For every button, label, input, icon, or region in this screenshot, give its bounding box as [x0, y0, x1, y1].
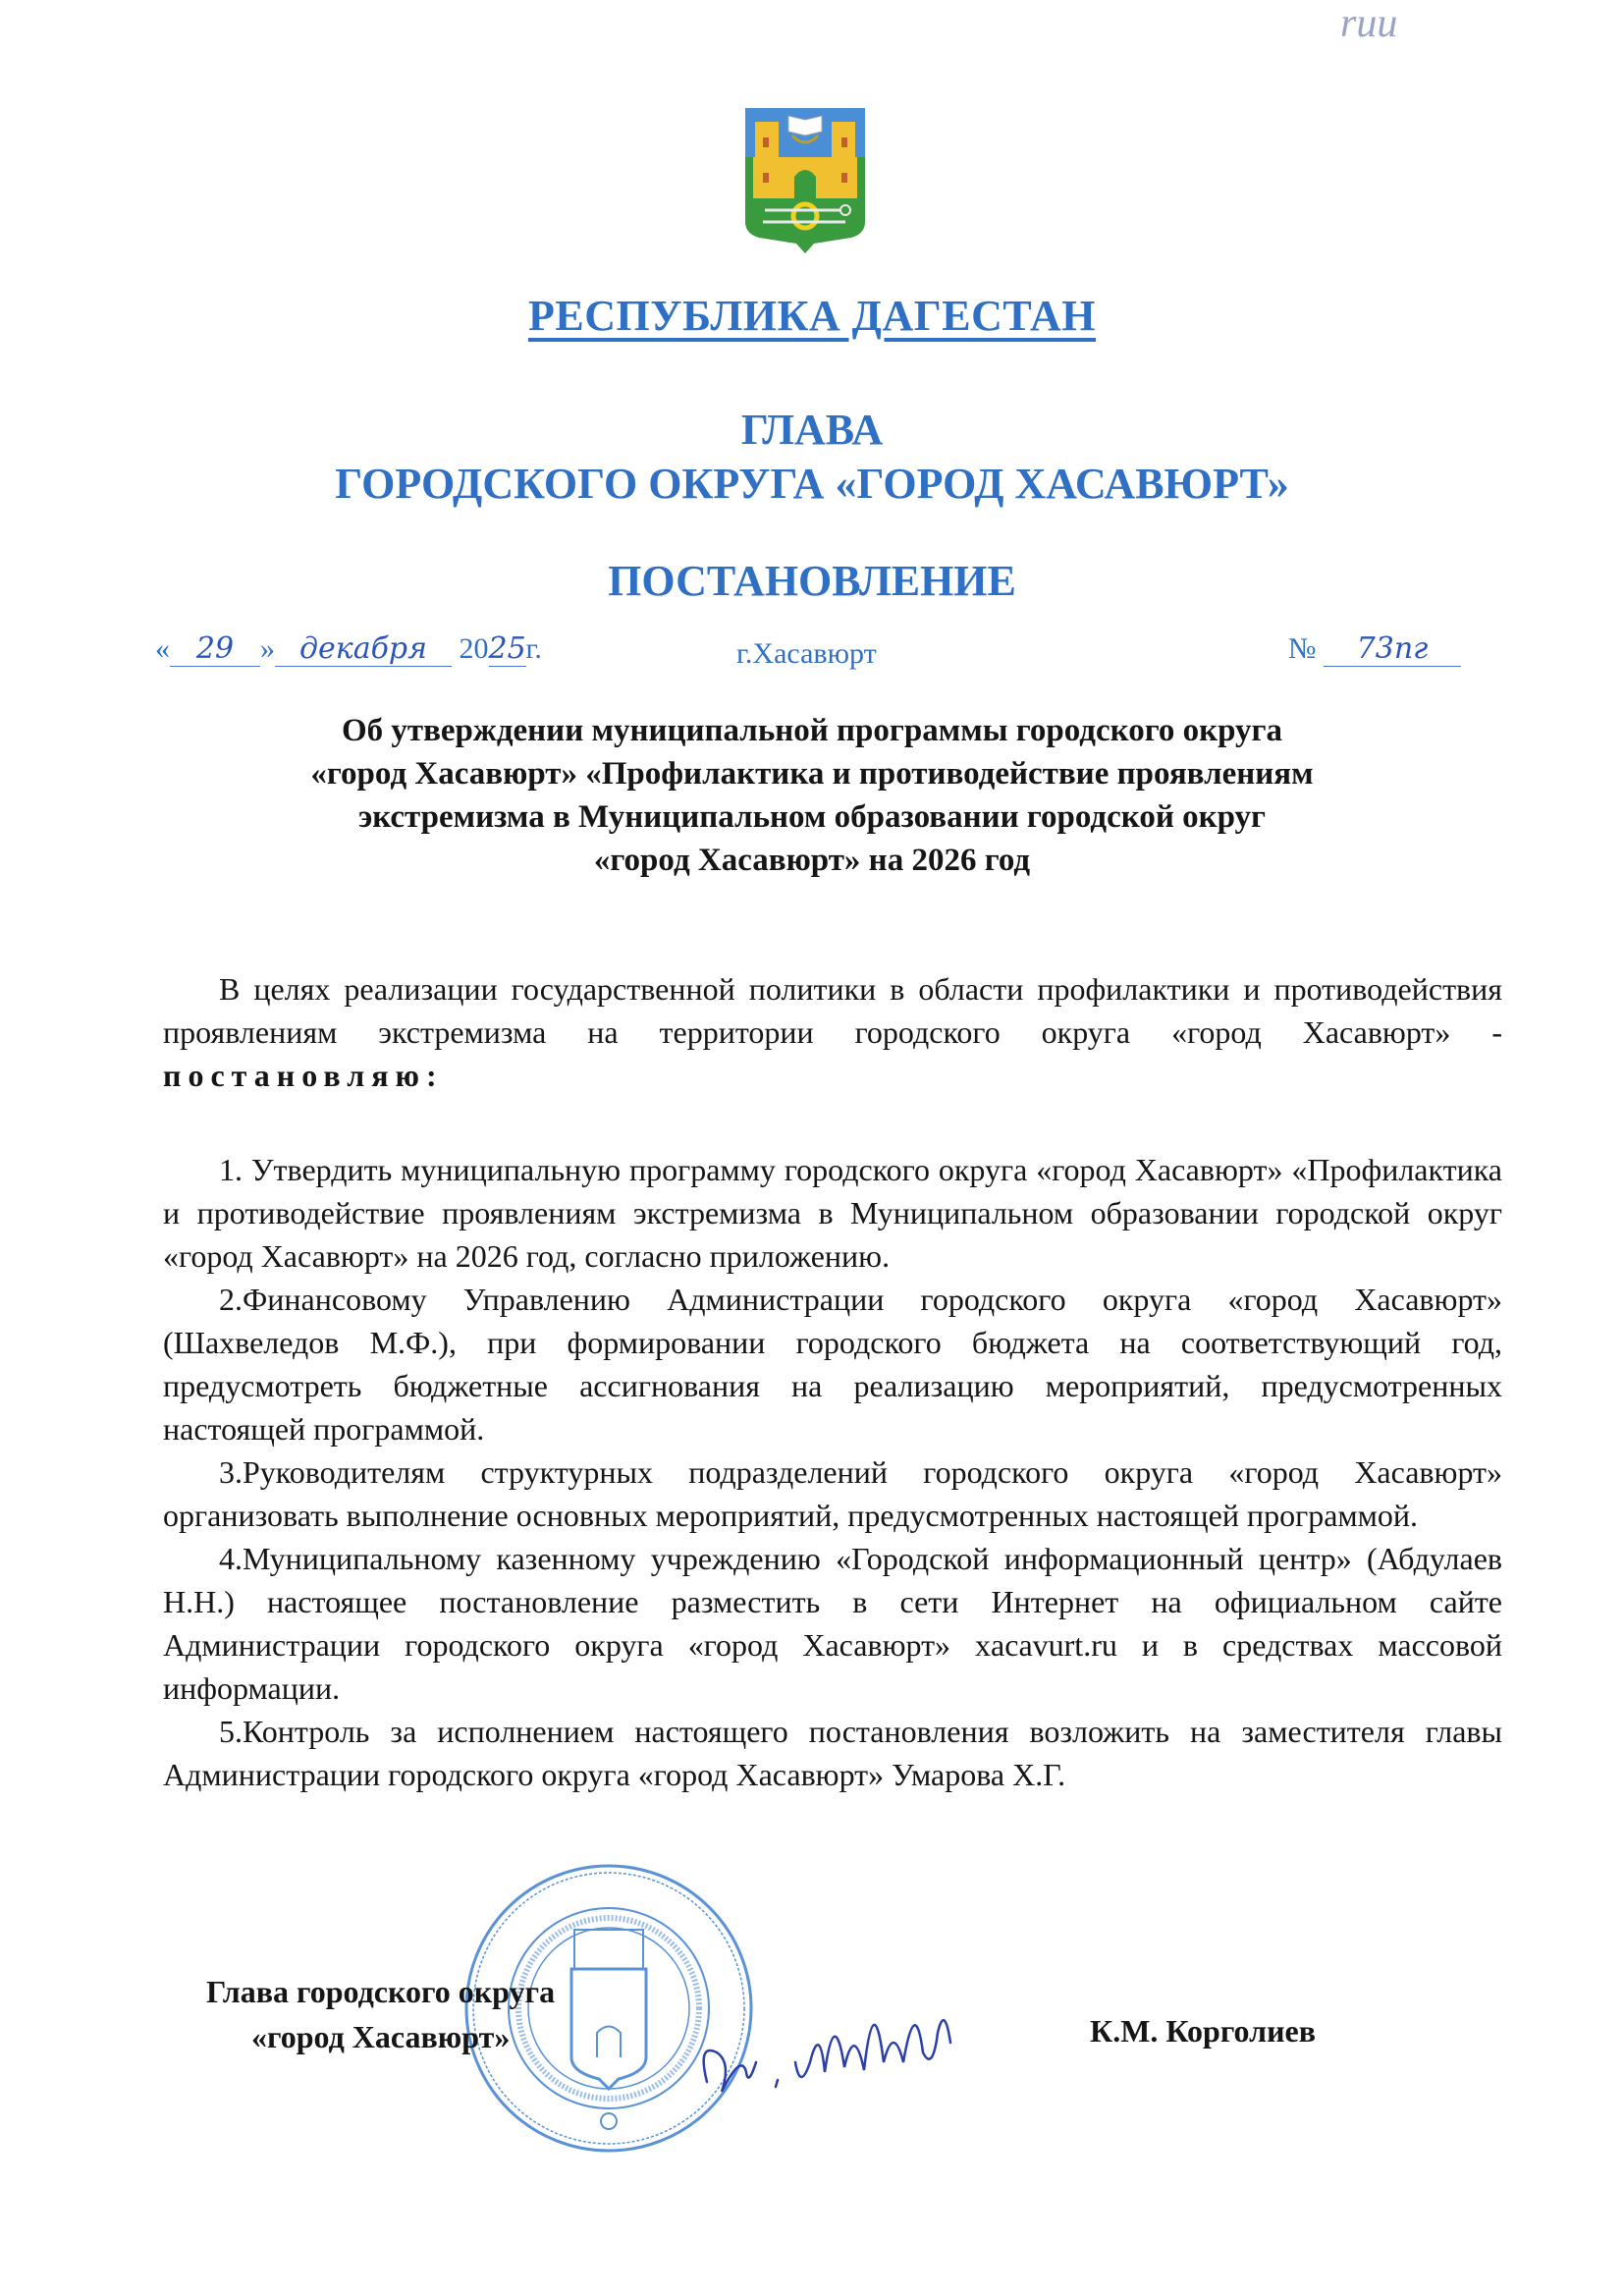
decree-item: 2.Финансовому Управлению Администрации городского округа «город Хасавюрт» (Шахвеледов М.Ф.), при формировании городского бюджета на соответствующий год, предусмотреть бюджетные ассигнования на реализацию мероприятий, предусмотренных настоящей программой.: [163, 1282, 1502, 1447]
signatory-position: [206, 1969, 555, 2059]
decree-word: постановляю:: [163, 1058, 444, 1093]
preamble: [163, 967, 1502, 1097]
handwritten-corner-mark: rиu: [1340, 1, 1398, 46]
decree-item: 5.Контроль за исполнением настоящего постановления возложить на заместителя главы Администрации городского округа «город Хасавюрт» Умарова Х.Г.: [163, 1714, 1502, 1792]
decree-item: 4.Муниципальному казенному учреждению «Городской информационный центр» (Абдулаев Н.Н.) настоящее постановление разместить в сети Интернет на официальном сайте Администрации городского округа «город Хасавюрт» xacavurt.ru и в средствах массовой информации.: [163, 1541, 1502, 1706]
document-number-field: № 73пг: [1288, 631, 1461, 667]
signatory-name: К.М. Корголиев: [1090, 2013, 1316, 2049]
coat-of-arms-icon: [743, 106, 867, 253]
date-year: 25: [488, 631, 526, 666]
document-number: 73пг: [1324, 631, 1461, 667]
decree-item: 3.Руководителям структурных подразделений городского округа «город Хасавюрт» организовать выполнение основных мероприятий, предусмотренных настоящей программой.: [163, 1454, 1502, 1533]
preamble-text: В целях реализации государственной политики в области профилактики и противодействия проявлениям экстремизма на территории городского округа «город Хасавюрт» -: [163, 971, 1502, 1050]
date-day: 29: [170, 631, 260, 667]
title-line: «город Хасавюрт» на 2026 год: [593, 843, 1031, 878]
title-line: экстремизма в Муниципальном образовании городской округ: [357, 799, 1267, 835]
city-label: г.Хасавюрт: [736, 637, 877, 670]
document-title: [0, 709, 1624, 882]
signatory-position-line1: Глава городского округа: [206, 1974, 556, 2009]
title-line: Об утверждении муниципальной программы городского округа: [341, 713, 1283, 748]
handwritten-signature-icon: [687, 1964, 992, 2121]
district-heading: ГОРОДСКОГО ОКРУГА «ГОРОД ХАСАВЮРТ»: [335, 460, 1289, 508]
republic-heading: РЕСПУБЛИКА ДАГЕСТАН: [527, 292, 1097, 340]
title-line: «город Хасавюрт» «Профилактика и противодействие проявлениям: [310, 756, 1314, 792]
document-type-heading: ПОСТАНОВЛЕНИЕ: [608, 557, 1016, 605]
decree-item: 1. Утвердить муниципальную программу городского округа «город Хасавюрт» «Профилактика и противодействие проявлениям экстремизма в Муниципальном образовании городской округ «город Хасавюрт» на 2026 год, согласно приложению.: [163, 1152, 1502, 1274]
dateline: [155, 631, 1461, 679]
date-field: « 29 » декабря 2025г.: [155, 631, 542, 666]
decree-items: [163, 1148, 1502, 1796]
signatory-position-line2: «город Хасавюрт»: [251, 2019, 511, 2054]
head-title: ГЛАВА: [740, 406, 884, 454]
date-month: декабря: [275, 631, 452, 667]
